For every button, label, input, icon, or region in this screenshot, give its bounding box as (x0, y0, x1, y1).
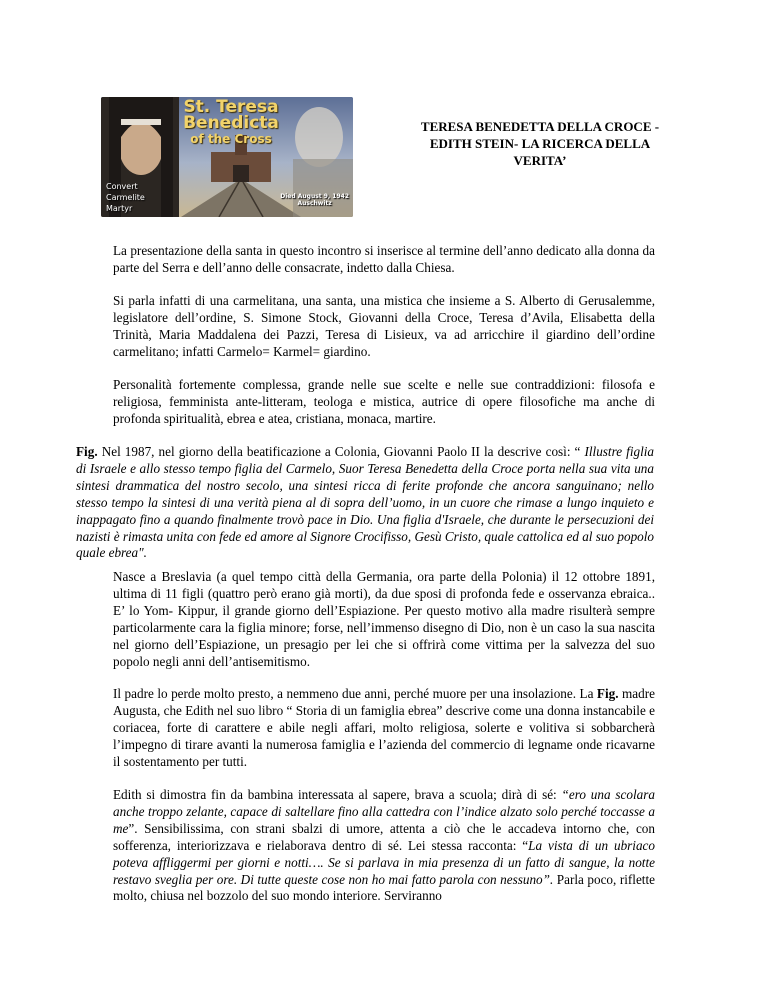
paragraph-personality: Personalità fortemente complessa, grande nelle sue scelte e nelle sue contraddizioni: filosofa e religiosa, femminista ante-litteram, teologa e mistica, autrice di opere filosofiche ma anche di profonda spiritualità, ebrea e atea, cristiana, monaca, martire. (113, 377, 655, 426)
paragraph-beatification (76, 444, 654, 562)
image-left-caption: Convert Carmelite Martyr (106, 182, 145, 213)
image-title: St. Teresa Benedicta of the Cross (183, 97, 279, 146)
paragraph-parents: Il padre lo perde molto presto, a nemmeno due anni, perché muore per una insolazione. La Fig. madre Augusta, che Edith nel suo libro “ Storia di un famiglia ebrea” descrive come una donna instancabile e coriacea, forte di carattere e abile negli affari, molto religiosa, solerte e volitiva si sobbarcherà l’impegno di tirare avanti la numerosa famiglia e l’azienda del commercio di legname onde ricavarne il sostentamento per tutti. (113, 686, 655, 769)
paragraph-carmelite: Si parla infatti di una carmelitana, una santa, una mistica che insieme a S. Alberto di Gerusalemme, legislatore dell’ordine, S. Simone Stock, Giovanni della Croce, Teresa d’Avila, Elisabetta della Trinità, Maria Maddalena dei Pazzi, Teresa di Lisieux, va ad arricchire il giardino dell’ordine carmelitano; infatti Carmelo= Karmel= giardino. (113, 293, 655, 359)
quote-scolara: “ero una scolara anche troppo zelante, capace di saltellare fino alla cattedra con l’indice alzato solo perché toccasse a me (113, 787, 655, 836)
quote-ubriaco: La vista di un ubriaco poteva affliggermi per giorni e notti…. Se si parlava in mia presenza di un fatto di sangue, la notte restavo sveglia per ore. Di tutte queste cose non ho mai fatto parola con nessuno”. (113, 837, 655, 887)
image-right-caption: Died August 9, 1942 Auschwitz (280, 193, 349, 207)
paragraph-childhood: Edith si dimostra fin da bambina interessata al sapere, brava a scuola; dirà di sé: “ero una scolara anche troppo zelante, capace di saltellare fino alla cattedra con l’indice alzato solo perché toccasse a me”. Sensibilissima, con strani sbalzi di umore, attenta a ciò che le accadeva intorno che, con sofferenza, interiorizzava e rielaborava dentro di sé. Lei stessa racconta: “La vista di un ubriaco poteva affliggermi per giorni e notti…. Se si parlava in mia presenza di un fatto di sangue, la notte restavo sveglia per ore. Di tutte queste cose non ho mai fatto parola con nessuno”. Parla poco, riflette molto, chiusa nel bozzolo del suo mondo interiore. Serviranno (113, 787, 655, 904)
paragraph-intro: La presentazione della santa in questo incontro si inserisce al termine dell’anno dedicato alla donna da parte del Serra e dell’anno delle consacrate, indetto dalla Chiesa. (113, 243, 655, 275)
paragraph-birth: Nasce a Breslavia (a quel tempo città della Germania, ora parte della Polonia) il 12 ottobre 1891, ultima di 11 figli (quattro però erano già morti), da due sposi di profonda fede e osservanza ebraica.. E’ lo Yom- Kippur, il grande giorno dell’Espiazione. Per questo motivo alla madre risulterà sempre particolarmente cara la figlia minore; forse, nell’immenso disegno di Dio, non è un caso la sua nascita nel giorno dell’Espiazione, un presagio per lei che si offrirà come vittima per la salvezza del suo popolo negli anni dell’antisemitismo. (113, 569, 655, 669)
document-title: TERESA BENEDETTA DELLA CROCE - EDITH STEIN- LA RICERCA DELLA VERITA’ (420, 119, 660, 168)
fig-label: Fig. (596, 686, 619, 701)
beatification-lead: Nel 1987, nel giorno della beatificazione a Colonia, Giovanni Paolo II la descrive così: “ (97, 444, 585, 459)
header-image (101, 97, 353, 217)
fig-label: Fig. (76, 444, 98, 459)
beatification-quote: Illustre figlia di Israele e allo stesso tempo figlia del Carmelo, Suor Teresa Benedetta della Croce porta nella sua vita una sintesi drammatica del nostro secolo, una sintesi ricca di ferite profonde che ancora sanguinano; nello stesso tempo la sintesi di una verità piena al di sopra dell’uomo, in un cuore che rimase a lungo inquieto e inappagato fino a quando finalmente trovò pace in Dio. Una figlia d'Israele, che durante le persecuzioni dei nazisti è rimasta unita con fede ed amore al Signore Crocifisso, Gesù Cristo, quale cattolica ed al suo popolo quale ebrea". (76, 444, 655, 561)
